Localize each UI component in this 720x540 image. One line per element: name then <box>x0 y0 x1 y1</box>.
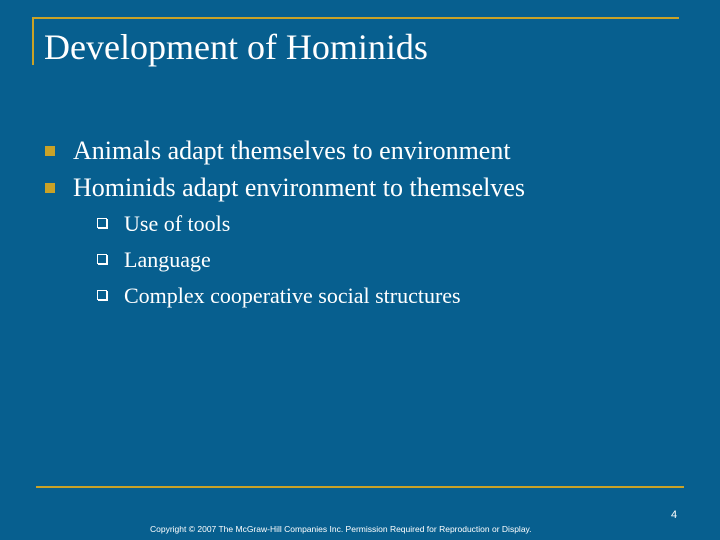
copyright-notice: Copyright © 2007 The McGraw-Hill Companies Inc. Permission Required for Reproduction or Display. <box>150 524 532 534</box>
bullet-item <box>44 169 694 314</box>
slide-title: Development of Hominids <box>44 27 428 67</box>
sub-bullet-item <box>97 242 694 278</box>
frame-top-rule <box>32 17 679 19</box>
hollow-square-bullet-icon <box>97 218 107 228</box>
sub-bullet-text: Use of tools <box>124 211 231 236</box>
bullet-list <box>44 132 694 314</box>
bullet-text: Animals adapt themselves to environment <box>73 136 511 165</box>
sub-bullet-item <box>97 206 694 242</box>
sub-bullet-text: Complex cooperative social structures <box>124 283 461 308</box>
bullet-item <box>44 132 694 169</box>
square-bullet-icon <box>45 183 55 193</box>
hollow-square-bullet-icon <box>97 290 107 300</box>
page-number: 4 <box>671 509 678 521</box>
frame-left-rule <box>32 17 34 65</box>
bullet-text: Hominids adapt environment to themselves <box>73 173 526 202</box>
hollow-square-bullet-icon <box>97 254 107 264</box>
sub-bullet-list <box>97 206 694 314</box>
sub-bullet-text: Language <box>124 247 211 272</box>
square-bullet-icon <box>45 146 55 156</box>
frame-bottom-rule <box>36 486 684 488</box>
sub-bullet-item <box>97 278 694 314</box>
